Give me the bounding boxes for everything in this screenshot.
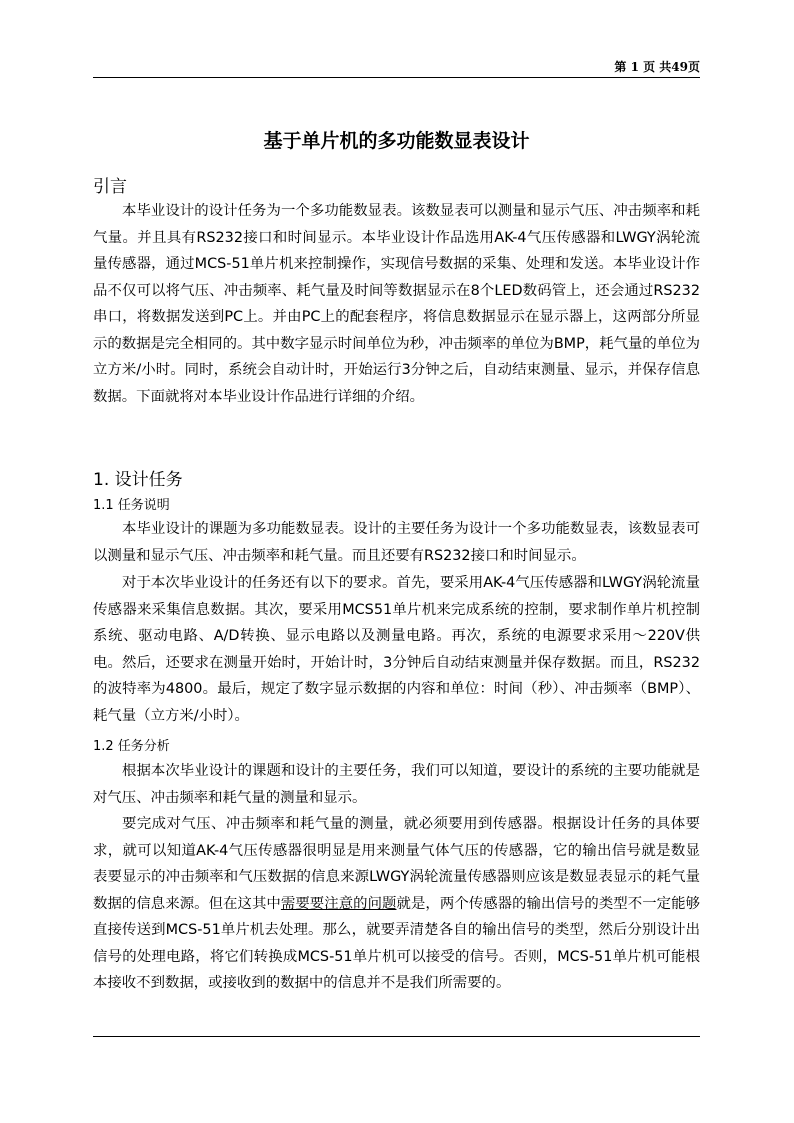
section-1-2-heading: 1.2 任务分析 (93, 739, 170, 754)
underlined-phrase: 需要要注意的问题 (280, 895, 397, 912)
section-1-1-paragraph-1: 本毕业设计的课题为多功能数显表。设计的主要任务为设计一个多功能数显表，该数显表可以测量和显示气压、冲击频率和耗气量。而且还要有RS232接口和时间显示。 (93, 521, 700, 564)
section-1-1-heading: 1.1 任务说明 (93, 498, 170, 513)
intro-paragraph: 本毕业设计的设计任务为一个多功能数显表。该数显表可以测量和显示气压、冲击频率和耗气量。并且具有RS232接口和时间显示。本毕业设计作品选用AK-4气压传感器和LWGY涡轮流量传感器，通过MCS-51单片机来控制操作，实现信号数据的采集、处理和发送。本毕业设计作品不仅可以将气压、冲击频率、耗气量及时间等数据显示在8个LED数码管上，还会通过RS232串口，将数据发送到PC上。并由PC上的配套程序，将信息数据显示在显示器上，这两部分所显示的数据是完全相同的。其中数字显示时间单位为秒，冲击频率的单位为BMP，耗气量的单位为立方米/小时。同时，系统会自动计时，开始运行3分钟之后，自动结束测量、显示，并保存信息数据。下面就将对本毕业设计作品进行详细的介绍。 (93, 203, 700, 405)
paragraph-text: 就是，两个传感器的输出信号的类型不一定能够直接传送到MCS-51单片机去处理。那么，就要弄清楚各自的输出信号的类型，然后分别设计出信号的处理电路，将它们转换成MCS-51单片机可以接受的信号。否则，MCS-51单片机可能根本接收不到数据，或接收到的数据中的信息并不是我们所需要的。 (93, 895, 700, 991)
paragraph-text: 要完成对气压、冲击频率和耗气量的测量，就必须要用到传感器。根据设计任务的具体要求，就可以知道AK-4气压传感器很明显是用来测量气体气压的传感器，它的输出信号就是数显表要显示的冲击频率和气压数据的信息来源LWGY涡轮流量传感器则应该是数显表显示的耗气量数据的信息来源。但在这其中 (93, 816, 700, 912)
section-1-2-paragraph-2 (93, 811, 700, 997)
section-1-2-paragraph-1: 根据本次毕业设计的课题和设计的主要任务，我们可以知道，要设计的系统的主要功能就是对气压、冲击频率和耗气量的测量和显示。 (93, 763, 700, 806)
footer-rule (93, 1036, 700, 1037)
section-1-heading: 1. 设计任务 (93, 470, 183, 490)
section-1-1-paragraph-2: 对于本次毕业设计的任务还有以下的要求。首先，要采用AK-4气压传感器和LWGY涡轮流量传感器来采集信息数据。其次，要采用MCS51单片机来完成系统的控制，要求制作单片机控制系统、驱动电路、A/D转换、显示电路以及测量电路。再次，系统的电源要求采用～220V供电。然后，还要求在测量开始时，开始计时，3分钟后自动结束测量并保存数据。而且，RS232的波特率为4800。最后，规定了数字显示数据的内容和单位：时间（秒）、冲击频率（BMP）、耗气量（立方米/小时）。 (93, 575, 700, 724)
header-rule (93, 77, 700, 78)
intro-heading: 引言 (93, 177, 127, 197)
page-number-header: 第 1 页 共49页 (614, 60, 700, 74)
document-title: 基于单片机的多功能数显表设计 (263, 130, 530, 152)
